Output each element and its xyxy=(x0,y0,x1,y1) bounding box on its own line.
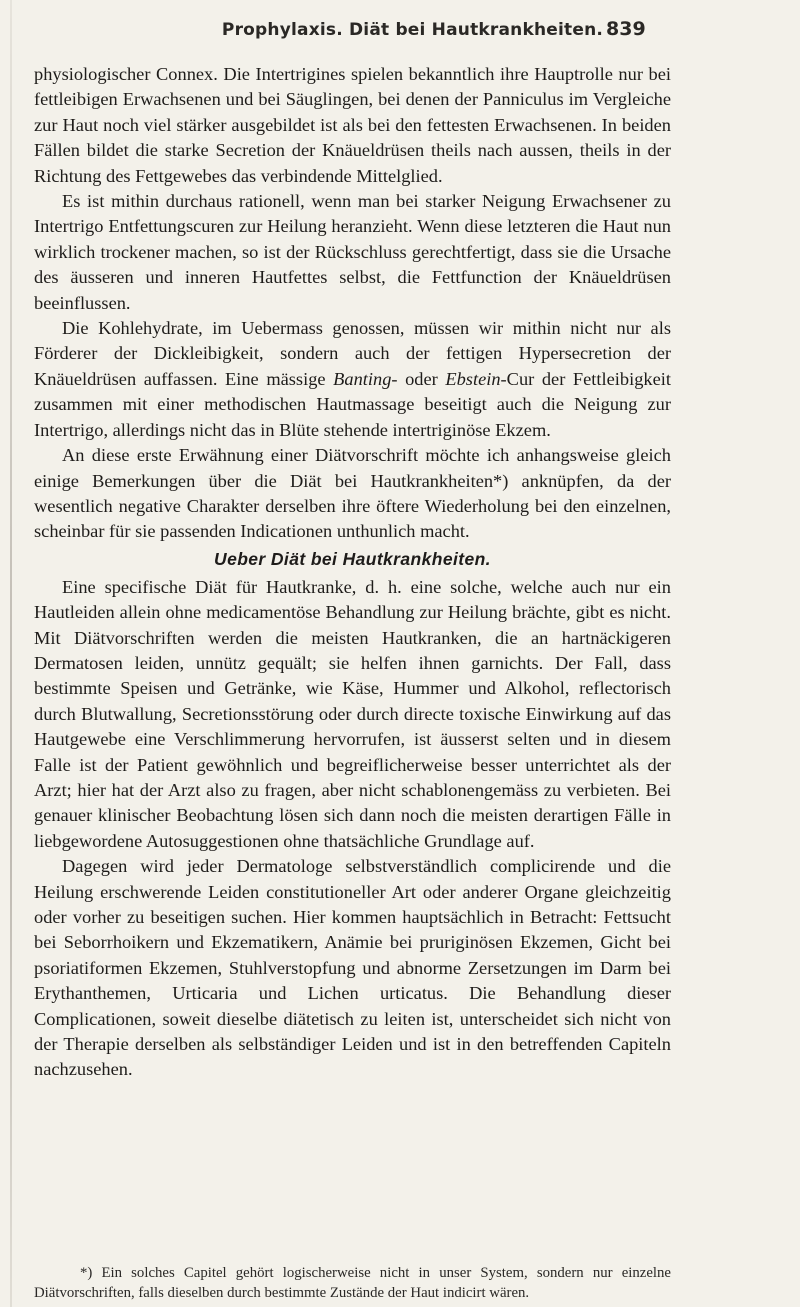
ebstein-term: Ebstein xyxy=(445,368,501,389)
body-text xyxy=(34,62,671,1083)
paragraph-4-text: An diese erste Erwähnung einer Diätvorschrift möchte ich anhangsweise gleich einige Bemerkungen über die Diät bei Hautkrankheiten*) anknüpfen, da der wesentlich negative Charakter derselben ihre öftere Wiederholung bei den einzelnen, scheinbar für sie passenden Indicationen unthunlich macht. xyxy=(34,445,671,542)
paragraph-3-text-start: Die Kohlehydrate, im Uebermass genossen, müssen wir mithin nicht nur als Förderer der Dickleibigkeit, sondern auch der fettigen Hypersecretion der Knäueldrüsen auffassen. Eine mässige xyxy=(34,318,671,389)
running-header: Prophylaxis. Diät bei Hautkrankheiten. xyxy=(221,20,604,40)
paragraph-5 xyxy=(34,575,671,854)
paragraph-3-text-end: -Cur der Fettleibigkeit zusammen mit einer methodischen Hautmassage beseitigt auch die Neigung zur Intertrigo, allerdings nicht das in Blüte stehende intertriginöse Ekzem. xyxy=(34,368,671,440)
footnote xyxy=(34,1263,671,1303)
paragraph-3 xyxy=(34,316,671,443)
paragraph-5-text: Eine specifische Diät für Hautkranke, d. h. eine solche, welche auch nur ein Hautleiden allein ohne medicamentöse Behandlung zur Heilung brächte, gibt es nicht. Mit Diätvorschriften werden die meisten Hautkranken, die an hartnäckigeren Dermatosen leiden, unnütz gequält; sie helfen ihnen garnichts. Der Fall, dass bestimmte Speisen und Getränke, wie Käse, Hummer und Alkohol, reflectorisch durch Blutwallung, Secretionsstörung oder durch directe toxische Einwirkung auf das Hautgewebe eine Verschlimmerung hervorrufen, ist äusserst selten und in diesem Falle ist der Patient gewöhnlich und begreiflicherweise besser unterrichtet als der Arzt; hier hat der Arzt also zu fragen, aber nicht schablonengemäss zu verbieten. Bei genauer klinischer Beobachtung lösen sich dann noch die meisten derartigen Fälle in liebgewordene Autosuggestionen ohne thatsächliche Grundlage auf. xyxy=(34,576,671,851)
paragraph-6 xyxy=(34,854,671,1083)
paragraph-2 xyxy=(34,189,671,316)
paragraph-3-text-mid: oder xyxy=(397,368,446,389)
banting-term: Banting- xyxy=(333,368,398,389)
paragraph-2-text: Es ist mithin durchaus rationell, wenn man bei starker Neigung Erwachsener zu Intertrigo Entfettungscuren zur Heilung heranzieht. Wenn diese letzteren die Haut nun wirklich trockener machen, so ist der Rückschluss gerechtfertigt, dass sie die Ursache des äusseren und inneren Hautfettes selbst, die Fettfunction der Knäueldrüsen beeinflussen. xyxy=(34,191,671,313)
paragraph-4 xyxy=(34,443,671,545)
footnote-text: *) Ein solches Capitel gehört logischerweise nicht in unser System, sondern nur einzelne Diätvorschriften, falls dieselben durch bestimmte Zustände der Haut indicirt wären. xyxy=(34,1265,671,1301)
section-heading: Ueber Diät bei Hautkrankheiten. xyxy=(214,548,491,569)
paragraph-1 xyxy=(34,62,671,189)
page-number: 839 xyxy=(606,18,646,40)
paragraph-1-text: physiologischer Connex. Die Intertrigines spielen bekanntlich ihre Hauptrolle nur bei fettleibigen Erwachsenen und bei Säuglingen, bei denen der Panniculus im Vergleiche zur Haut noch viel stärker ausgebildet ist als bei den fettesten Erwachsenen. In beiden Fällen bildet die starke Secretion der Knäueldrüsen theils nach aussen, theils in der Richtung des Fettgewebes das verbindende Mittelglied. xyxy=(34,64,671,186)
paragraph-6-text: Dagegen wird jeder Dermatologe selbstverständlich complicirende und die Heilung erschwerende Leiden constitutioneller Art oder anderer Organe gleichzeitig oder vorher zu beseitigen suchen. Hier kommen hauptsächlich in Betracht: Fettsucht bei Seborrhoikern und Ekzematikern, Anämie bei pruriginösen Ekzemen, Gicht bei psoriatiformen Ekzemen, Stuhlverstopfung und abnorme Zersetzungen im Darm bei Erythanthemen, Urticaria und Lichen urticatus. Die Behandlung dieser Complicationen, soweit dieselbe diätetisch zu leiten ist, unterscheidet sich nicht von der Therapie derselben als selbständiger Leiden und ist in den betreffenden Capiteln nachzusehen. xyxy=(34,856,671,1080)
